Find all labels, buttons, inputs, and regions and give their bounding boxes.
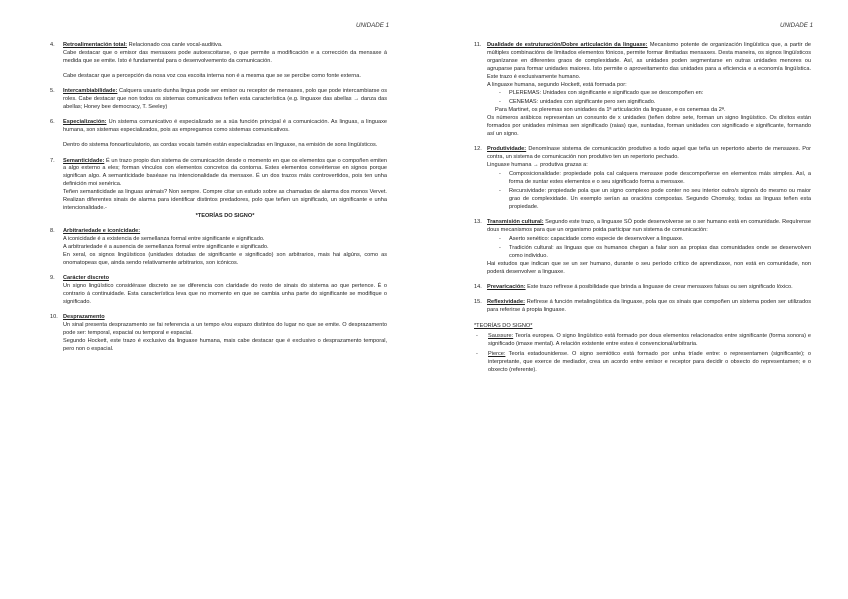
item-text: É un trazo propio dun sistema de comunicación desde o momento en que os elementos que o compoñen emiten a algo externo a eles; forman vínculos con elementos concretos da contorna. Estes elementos convértense en signos porque significan algo. A semanticidade baséase na intencionalidade da mensaxe. É un dos trazos máis controvertidos, pois ten unha definición moi xenérica. xyxy=(63,157,387,188)
item-title: Especialización: xyxy=(63,119,107,126)
list-item xyxy=(50,314,387,354)
item-title: Arbitrariedade e iconicidade: xyxy=(63,228,141,235)
theory-name: Pierce: xyxy=(488,350,506,357)
item-text: Relacionado coa canle vocal-auditiva. xyxy=(127,42,223,48)
theory-text: Teoría estadounidense. O signo semiótico está formado por unha tríade entre: o representamen (significante); o interpretante, que exerce de mediador, crea un acordo entre emisor e receptor para decidir o obxecto do representamen; e o obxecto (referente). xyxy=(488,350,811,373)
item-title: Reflexividade: xyxy=(487,299,525,306)
item-text: Este trazo refírese á posibilidade que brinda a linguaxe de crear mensaxes falsas ou sen significado lóxico. xyxy=(525,283,793,290)
item-number: 9. xyxy=(50,275,55,282)
item-title: Produtividade: xyxy=(487,146,527,153)
item-paragraph: A iconicidade é a existencia de semellanza formal entre significante e significado. xyxy=(63,236,265,243)
theories-note: *TEORÍAS DO SIGNO* xyxy=(195,212,255,219)
item-title: Prevaricación: xyxy=(487,283,526,290)
theory-item xyxy=(474,333,811,349)
item-paragraph: Un sinal presenta desprazamento se fai referencia a un tempo e/ou espazo distintos do lugar no que se emite. O desprazamento pode ser: temporal, espacial ou temporal e espacial. xyxy=(63,322,387,337)
bullet-item: - CENEMAS: unidades con significante pero sen significado. xyxy=(487,99,811,107)
item-title: Semanticidade: xyxy=(63,157,105,164)
item-paragraph: En xeral, os signos lingüísticos (unidades dotadas de significante e significado) son arbitrarios, mais hai algúns, como as onomatopeas que, ainda sendo relativamente arbitrarios, son icónicos. xyxy=(63,252,387,266)
item-title: Intercambiabilidade: xyxy=(63,88,118,95)
list-item xyxy=(50,119,387,150)
item-number: 11. xyxy=(474,42,482,48)
item-text: Refírese á función metalingüística da linguaxe, pola que os sinais que compoñen un sistema poden ser utilizados para referirse á propia linguaxe. xyxy=(487,299,811,314)
item-paragraph: Linguaxe humana → produtiva grazas a: xyxy=(487,162,588,169)
list-item xyxy=(50,88,387,112)
item-title: Carácter discreto xyxy=(63,275,110,282)
item-number: 4. xyxy=(50,42,55,48)
item-number: 12. xyxy=(474,146,482,153)
item-number: 7. xyxy=(50,157,55,164)
item-paragraph: Teñen semanticidade as linguas animais? Non sempre. Compre citar un estudo sobre as chamadas de alarma dos monos Vervet. Realizan diferentes sinais de alarma para identificar distintos predadores, polo que teñen un significado, un significante e unha intencionalidade.- xyxy=(63,189,387,211)
item-number: 15. xyxy=(474,299,482,306)
bullet-item: - Composicionalidade: propiedade pola cal calquera mensaxe pode descompoñerse en elementos máis simples. Así, a forma de xuntar estes elementos e o seu significado forma a mensaxe. xyxy=(487,171,811,187)
list-item xyxy=(474,284,811,292)
item-text: Mecanismo potente de organización lingüística que, a partir de múltiples combinacións de limitados elementos fónicos, permite formar ilimitadas mensaxes. Desta maneira, os signos lingüísticos organízanse en diferentes graos de complexidade. Así, as unidades poden segmentarse en outras unidades menores ou agruparse para formar unidades maiores. Isto permite o aproveitamento das unidades para a eficiencia e a economía lingüística. Este trazo é exclusivamente humano. xyxy=(487,42,811,80)
item-number: 10. xyxy=(50,314,58,321)
item-title: Retroalimentación total: xyxy=(63,42,128,48)
item-number: 14. xyxy=(474,283,482,290)
item-paragraph: Os números arábicos representan un conxunto de x unidades (teñen dobre sete, forman un signo lingüístico. Os díxitos están formados por unidades mínimas sen significado (raias) que, xuntadas, forman unidades con significado e significante, formando así un signo. xyxy=(487,115,811,137)
list-item xyxy=(474,42,811,139)
theory-text: Teoría europea. O signo lingüístico está formado por dous elementos relacionados entre significante (forma sonora) e significado (imaxe mental). A relación existente entre estes é convencional/arbitraria. xyxy=(488,333,811,347)
item-paragraph: Hai estudos que indican que se un ser humano, durante o seu período crítico de aprendizaxe, non está en comunidade, non poderá desenvolver a linguaxe. xyxy=(487,260,811,275)
item-paragraph: A linguaxe humana, segundo Hockett, está formada por: xyxy=(487,81,627,88)
item-paragraph: A arbitrariedade é a ausencia de semellanza formal entre significante e significado. xyxy=(63,244,269,251)
item-text: Denomínase sistema de comunicación produtivo a todo aquel que teña un repertorio aberto de mensaxes. Por contra, un sistema de comunicación non produtivo ten un repertorio pechado. xyxy=(487,146,811,161)
theory-item xyxy=(474,351,811,375)
item-paragraph: Cabe destacar que a percepción da nosa voz coa escoita interna non é a mesma que se se percibe como fonte externa. xyxy=(63,72,361,79)
item-text: Un sistema comunicativo é especializado se a súa función principal é a comunicación. As linguas, a linguaxe humana, son sistemas especializados, pois as empregamos como sistemas comunicativos. xyxy=(63,119,387,134)
list-item xyxy=(50,158,387,221)
item-title: Dualidade de estruturación/Dobre articulación da linguaxe: xyxy=(487,42,648,48)
bullet-item: - Tradición cultural: as linguas que os humanos chegan a falar son as propias das comunidades onde se desenvolven como individuo. xyxy=(487,245,811,261)
item-paragraph: Un signo lingüístico considérase discreto se se diferencia con claridade do resto de sinais do sistema ao que pertence. É o contrario á continuidade. Esta característica leva que no momento en que se cambia unha parte do significante se modifique o significado. xyxy=(63,283,387,306)
list-item xyxy=(474,299,811,315)
list-item xyxy=(50,275,387,307)
bullet-item: - Aserto xenético: capacidade como especie de desenvolver a linguaxe. xyxy=(487,236,811,244)
list-item xyxy=(474,219,811,276)
item-number: 6. xyxy=(50,119,55,126)
right-column xyxy=(474,42,811,375)
item-paragraph: Dentro do sistema fonoarticulatorio, as cordas vocais tamén están especializadas en linguaxe, na emisión de sons lingüísticos. xyxy=(63,142,378,149)
item-number: 5. xyxy=(50,88,55,95)
item-text: Segundo este trazo, a linguaxe SÓ pode desenvolverse se o ser humano está en comunidade. Requírense dous mecanismos para que un organismo poida participar nun sistema de comunicación: xyxy=(487,219,811,234)
theories-title: *TEORÍAS DO SIGNO* xyxy=(474,323,533,330)
theory-name: Saussure: xyxy=(488,333,514,340)
bullet-item: - Recursividade: propiedade pola que un signo complexo pode conter no seu interior outro/s signo/s do mesmo ou maior grao de complexidade. Un exemplo serían as oracións compostas. Segundo Chomsky, todas as linguas teñen esta propiedade. xyxy=(487,188,811,212)
item-number: 8. xyxy=(50,228,55,235)
left-column xyxy=(50,42,387,362)
page-header: UNIDADE 1 xyxy=(356,22,390,29)
item-title: Desprazamento xyxy=(63,314,105,321)
item-text: Calquera usuario dunha lingua pode ser emisor ou receptor de mensaxes, polo que pode intercambiarse os roles. Cabe destacar que non todos os sistemas comunicativos teñen esta característica (e.g. linguaxe das abellas → danza das abellas; Honey bee democracy, T. Seeley) xyxy=(63,88,387,110)
list-item xyxy=(474,146,811,211)
theories-section xyxy=(474,323,811,374)
page-header: UNIDADE 1 xyxy=(780,22,814,29)
item-number: 13. xyxy=(474,219,482,226)
item-paragraph: Para Martinet, os pleremas son unidades da 1ª articulación da linguaxe, e os cenemas da 2ª. xyxy=(495,107,726,114)
right-page xyxy=(424,0,848,599)
list-item xyxy=(50,42,387,81)
item-paragraph: Segundo Hockett, este trazo é exclusivo da linguaxe humana, mais cabe destacar que é exclusivo o desprazamento temporal, pero non o espacial. xyxy=(63,338,387,353)
list-item xyxy=(50,228,387,268)
item-paragraph: Cabe destacar que o emisor das mensaxes pode autoescoitarse, o que permite a modificación e a corrección da mensaxe á medida que se emite. Isto é fundamental para o desenvolvemento da comunicación. xyxy=(63,49,387,64)
item-title: Transmisión cultural: xyxy=(487,219,544,226)
bullet-item: - PLEREMAS: Unidades con significante e significado que se descompoñen en: xyxy=(487,90,811,98)
